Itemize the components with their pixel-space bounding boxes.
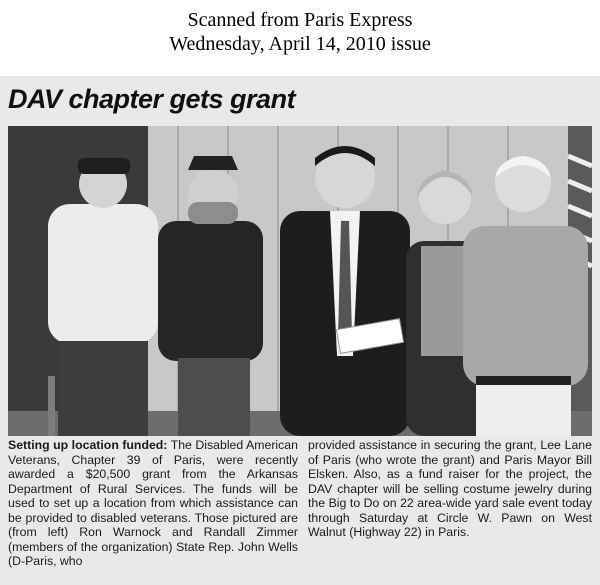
caption-lead: Setting up location funded: xyxy=(8,438,168,452)
article-headline: DAV chapter gets grant xyxy=(8,84,296,114)
scan-date-line: Wednesday, April 14, 2010 issue xyxy=(169,33,431,55)
scan-source-line: Scanned from Paris Express xyxy=(187,9,413,31)
newspaper-clipping xyxy=(0,76,600,585)
caption-column-2 xyxy=(308,438,592,540)
caption-column-1 xyxy=(8,438,298,569)
scan-header xyxy=(0,8,600,56)
caption-text-1: The Disabled American Veterans, Chapter 39 of Paris, were recently awarded a $20,500 grant from the Arkansas Department of Rural Services. The funds will be used to set up a location from which assistance can be provided to disabled veterans. Those pictured are (from left) Ron Warnock and Randall Zimmer (members of the organization) State Rep. John Wells (D-Paris, who xyxy=(8,438,298,568)
caption-text-2: provided assistance in securing the grant, Lee Lane of Paris (who wrote the grant) and Paris Mayor Bill Elsken. Also, as a fund raiser for the project, the DAV chapter will be selling costume jewelry during the Big to Do on 22 area-wide yard sale event today through Saturday at Circle W. Pawn on West Walnut (Highway 22) in Paris. xyxy=(308,438,592,539)
photo-illustration xyxy=(8,126,592,436)
article-photo xyxy=(8,126,592,436)
